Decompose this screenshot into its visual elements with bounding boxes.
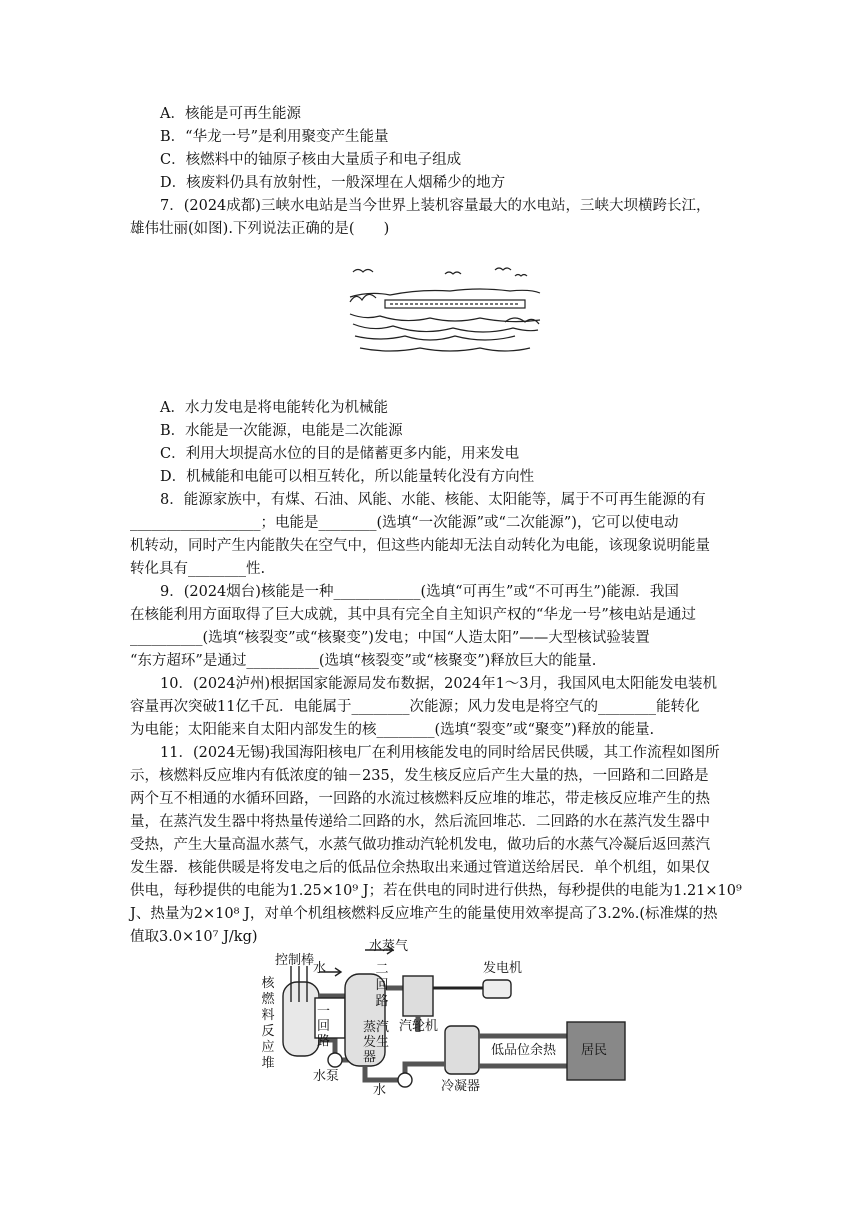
q10-line-3: 为电能；太阳能来自太阳内部发生的核________(选填“裂变”或“聚变”)释放的能量. <box>130 722 655 738</box>
q7-option-a: A．水力发电是将电能转化为机械能 <box>160 400 388 416</box>
label-low-grade-heat: 低品位余热 <box>491 1043 557 1058</box>
label-reactor: 核燃料反应堆 <box>261 976 275 1071</box>
q11-line-4: 量，在蒸汽发生器中将热量传递给二回路的水，然后流回堆芯．二回路的水在蒸汽发生器中 <box>130 814 710 830</box>
q11-line-1: 11．(2024无锡)我国海阳核电厂在利用核能发电的同时给居民供暖，其工作流程如图所 <box>160 745 720 761</box>
q6-option-a: A．核能是可再生能源 <box>160 106 301 122</box>
q7-option-b: B．水能是一次能源，电能是二次能源 <box>160 423 403 439</box>
label-condenser: 冷凝器 <box>441 1079 481 1094</box>
q11-line-5: 受热，产生大量高温水蒸气，水蒸气做功推动汽轮机发电，做功后的水蒸气冷凝后返回蒸汽 <box>130 837 710 853</box>
label-steam: 水蒸气 <box>369 939 409 954</box>
q7-option-c: C．利用大坝提高水位的目的是储蓄更多内能，用来发电 <box>160 446 520 462</box>
three-gorges-dam-illustration <box>345 262 545 357</box>
q11-line-8: J、热量为2×10⁸ J，对单个机组核燃料反应堆产生的能量使用效率提高了3.2%.(标准煤的热 <box>130 906 718 922</box>
label-secondary-loop: 二回路 <box>375 962 389 1009</box>
label-steam-generator: 蒸汽发生器 <box>363 1020 390 1065</box>
q9-line-1: 9．(2024烟台)核能是一种____________(选填“可再生”或“不可再生”)能源．我国 <box>160 584 679 600</box>
label-residents: 居民 <box>581 1043 608 1058</box>
q8-line-1: 8．能源家族中，有煤、石油、风能、水能、核能、太阳能等，属于不可再生能源的有 <box>160 492 706 508</box>
q11-line-2: 示，核燃料反应堆内有低浓度的铀－235，发生核反应后产生大量的热，一回路和二回路是 <box>130 768 709 784</box>
q8-line-2: __________________；电能是________(选填“一次能源”或“二次能源”)，它可以使电动 <box>130 515 679 531</box>
q6-option-b: B．“华龙一号”是利用聚变产生能量 <box>160 129 389 145</box>
q9-line-4: “东方超环”是通过__________(选填“核裂变”或“核聚变”)释放巨大的能量. <box>130 653 597 669</box>
q11-line-3: 两个互不相通的水循环回路，一回路的水流过核燃料反应堆的堆芯，带走核反应堆产生的热 <box>130 791 710 807</box>
q7-stem-line-2: 雄伟壮丽(如图).下列说法正确的是( ) <box>130 221 390 237</box>
label-turbine: 汽轮机 <box>399 1019 439 1034</box>
q8-line-4: 转化具有________性. <box>130 561 266 577</box>
nuclear-heating-flow-diagram <box>255 940 635 1102</box>
q8-line-3: 机转动，同时产生内能散失在空气中，但这些内能却无法自动转化为电能，该现象说明能量 <box>130 538 710 554</box>
label-pump: 水泵 <box>313 1069 340 1084</box>
q6-option-d: D．核废料仍具有放射性，一般深埋在人烟稀少的地方 <box>160 175 506 191</box>
q11-line-6: 发生器．核能供暖是将发电之后的低品位余热取出来通过管道送给居民．单个机组，如果仅 <box>130 860 710 876</box>
q9-line-2: 在核能利用方面取得了巨大成就，其中具有完全自主知识产权的“华龙一号”核电站是通过 <box>130 607 696 623</box>
q11-line-9: 值取3.0×10⁷ J/kg) <box>130 929 258 945</box>
label-water-top: 水 <box>313 961 327 976</box>
label-control-rod: 控制棒 <box>275 953 315 968</box>
q6-option-c: C．核燃料中的铀原子核由大量质子和电子组成 <box>160 152 462 168</box>
q11-line-7: 供电，每秒提供的电能为1.25×10⁹ J；若在供电的同时进行供热，每秒提供的电能为1.21×10⁹ <box>130 883 742 899</box>
q10-line-2: 容量再次突破11亿千瓦．电能属于________次能源；风力发电是将空气的________能转化 <box>130 699 700 715</box>
q9-line-3: __________(选填“核裂变”或“核聚变”)发电；中国“人造太阳”——大型核试验装置 <box>130 630 650 646</box>
label-generator: 发电机 <box>483 961 523 976</box>
q10-line-1: 10．(2024泸州)根据国家能源局发布数据，2024年1～3月，我国风电太阳能发电装机 <box>160 676 718 692</box>
q7-option-d: D．机械能和电能可以相互转化，所以能量转化没有方向性 <box>160 469 535 485</box>
label-water-bottom: 水 <box>373 1083 387 1098</box>
q7-stem-line-1: 7．(2024成都)三峡水电站是当今世界上装机容量最大的水电站，三峡大坝横跨长江， <box>160 198 711 214</box>
label-primary-loop: 一回路 <box>317 1004 331 1049</box>
